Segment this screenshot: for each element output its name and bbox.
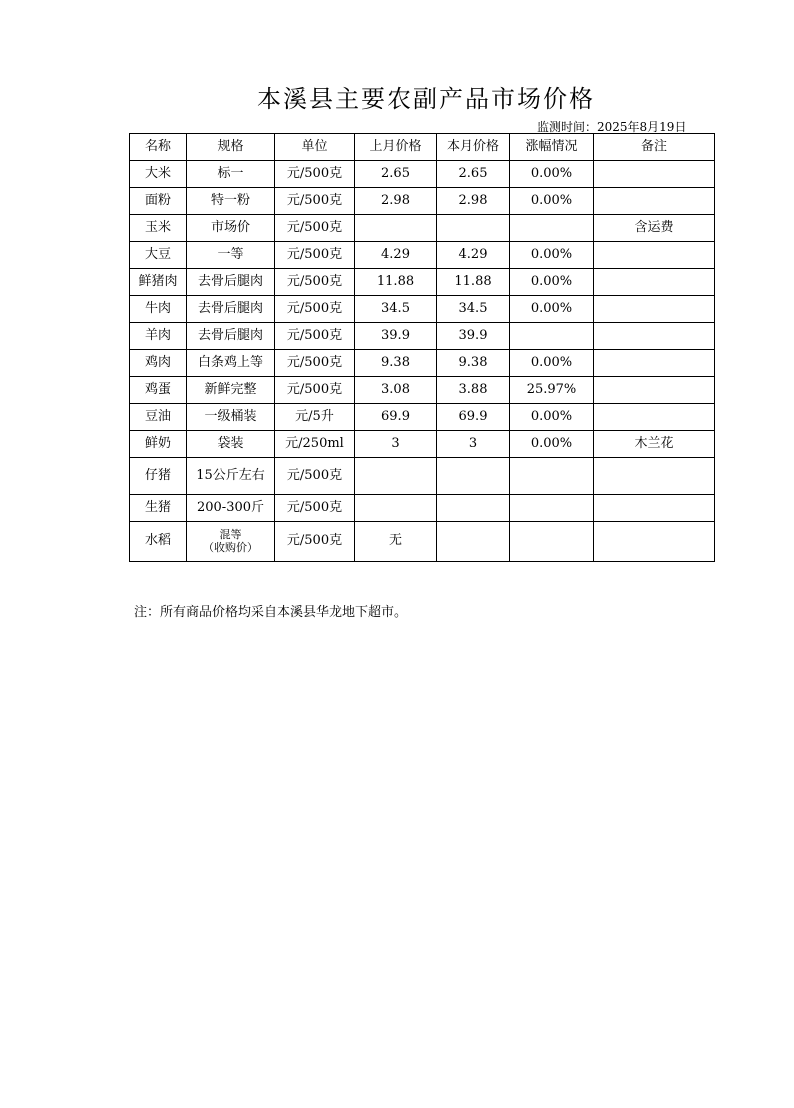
cell-spec: 200-300斤	[187, 495, 275, 522]
table-row	[130, 404, 715, 431]
cell-last-price: 3.08	[355, 377, 437, 404]
cell-unit: 元/500克	[275, 161, 355, 188]
cell-note	[594, 242, 715, 269]
cell-note	[594, 296, 715, 323]
cell-name: 水稻	[130, 522, 187, 562]
cell-note	[594, 404, 715, 431]
header-change: 涨幅情况	[510, 134, 594, 161]
cell-unit: 元/500克	[275, 350, 355, 377]
cell-note	[594, 377, 715, 404]
cell-change	[510, 495, 594, 522]
cell-last-price: 9.38	[355, 350, 437, 377]
cell-last-price: 2.98	[355, 188, 437, 215]
table-row	[130, 323, 715, 350]
header-unit: 单位	[275, 134, 355, 161]
cell-current-price: 4.29	[437, 242, 510, 269]
header-name: 名称	[130, 134, 187, 161]
cell-spec-grade: 混等	[219, 528, 242, 542]
cell-current-price	[437, 495, 510, 522]
cell-spec: 袋装	[187, 431, 275, 458]
cell-current-price: 3	[437, 431, 510, 458]
table-row	[130, 377, 715, 404]
cell-change: 0.00%	[510, 188, 594, 215]
cell-last-price: 69.9	[355, 404, 437, 431]
cell-spec-purchase-note: （收购价）	[203, 540, 258, 554]
cell-unit: 元/500克	[275, 377, 355, 404]
cell-unit: 元/500克	[275, 296, 355, 323]
cell-spec: 特一粉	[187, 188, 275, 215]
cell-change: 0.00%	[510, 350, 594, 377]
cell-current-price: 2.98	[437, 188, 510, 215]
header-spec: 规格	[187, 134, 275, 161]
cell-change: 0.00%	[510, 431, 594, 458]
header-this-month-price: 本月价格	[437, 134, 510, 161]
table-row	[130, 269, 715, 296]
cell-note	[594, 458, 715, 495]
cell-note	[594, 522, 715, 562]
cell-change: 0.00%	[510, 242, 594, 269]
cell-spec: 去骨后腿肉	[187, 269, 275, 296]
cell-current-price: 69.9	[437, 404, 510, 431]
table-row	[130, 161, 715, 188]
cell-name: 鲜奶	[130, 431, 187, 458]
cell-unit: 元/500克	[275, 269, 355, 296]
cell-unit: 元/500克	[275, 495, 355, 522]
table-row	[130, 188, 715, 215]
cell-spec: 15公斤左右	[187, 458, 275, 495]
cell-unit: 元/250ml	[275, 431, 355, 458]
cell-name: 生猪	[130, 495, 187, 522]
price-table	[129, 133, 715, 562]
cell-note: 木兰花	[594, 431, 715, 458]
cell-name: 羊肉	[130, 323, 187, 350]
cell-unit: 元/500克	[275, 188, 355, 215]
cell-change: 0.00%	[510, 296, 594, 323]
cell-change	[510, 458, 594, 495]
page-title: 本溪县主要农副产品市场价格	[257, 85, 595, 113]
cell-change	[510, 522, 594, 562]
cell-change: 0.00%	[510, 404, 594, 431]
cell-unit: 元/500克	[275, 215, 355, 242]
cell-unit: 元/500克	[275, 242, 355, 269]
cell-change: 0.00%	[510, 161, 594, 188]
cell-spec: 标一	[187, 161, 275, 188]
cell-change: 25.97%	[510, 377, 594, 404]
cell-last-price: 3	[355, 431, 437, 458]
cell-current-price	[437, 458, 510, 495]
footnote: 注：所有商品价格均采自本溪县华龙地下超市。	[134, 605, 408, 620]
cell-note	[594, 269, 715, 296]
cell-current-price: 2.65	[437, 161, 510, 188]
cell-spec: 白条鸡上等	[187, 350, 275, 377]
cell-name: 大米	[130, 161, 187, 188]
monitor-date: 监测时间：2025年8月19日	[537, 120, 687, 134]
cell-last-price	[355, 458, 437, 495]
cell-change	[510, 323, 594, 350]
table-row	[130, 495, 715, 522]
cell-name: 鸡肉	[130, 350, 187, 377]
cell-last-price: 39.9	[355, 323, 437, 350]
cell-current-price: 34.5	[437, 296, 510, 323]
header-note: 备注	[594, 134, 715, 161]
cell-spec: 去骨后腿肉	[187, 323, 275, 350]
cell-note: 含运费	[594, 215, 715, 242]
cell-current-price: 3.88	[437, 377, 510, 404]
cell-last-price: 34.5	[355, 296, 437, 323]
cell-spec: 市场价	[187, 215, 275, 242]
cell-note	[594, 161, 715, 188]
cell-name: 豆油	[130, 404, 187, 431]
table-row	[130, 215, 715, 242]
header-last-month-price: 上月价格	[355, 134, 437, 161]
cell-unit: 元/500克	[275, 522, 355, 562]
cell-name: 面粉	[130, 188, 187, 215]
cell-spec: 去骨后腿肉	[187, 296, 275, 323]
cell-name: 大豆	[130, 242, 187, 269]
cell-note	[594, 188, 715, 215]
cell-name: 鲜猪肉	[130, 269, 187, 296]
cell-last-price: 2.65	[355, 161, 437, 188]
cell-last-price: 11.88	[355, 269, 437, 296]
cell-note	[594, 350, 715, 377]
table-row	[130, 296, 715, 323]
table-row	[130, 242, 715, 269]
cell-current-price: 39.9	[437, 323, 510, 350]
cell-name: 仔猪	[130, 458, 187, 495]
table-row	[130, 522, 715, 562]
cell-spec: 一级桶装	[187, 404, 275, 431]
cell-unit: 元/500克	[275, 323, 355, 350]
cell-current-price: 9.38	[437, 350, 510, 377]
cell-spec	[187, 522, 275, 562]
cell-current-price	[437, 215, 510, 242]
cell-name: 玉米	[130, 215, 187, 242]
cell-change	[510, 215, 594, 242]
cell-last-price: 无	[355, 522, 437, 562]
cell-unit: 元/5升	[275, 404, 355, 431]
table-row	[130, 350, 715, 377]
cell-last-price: 4.29	[355, 242, 437, 269]
cell-spec: 一等	[187, 242, 275, 269]
cell-note	[594, 323, 715, 350]
cell-spec: 新鲜完整	[187, 377, 275, 404]
cell-note	[594, 495, 715, 522]
cell-current-price: 11.88	[437, 269, 510, 296]
cell-name: 鸡蛋	[130, 377, 187, 404]
table-row	[130, 431, 715, 458]
cell-last-price	[355, 495, 437, 522]
table-row	[130, 458, 715, 495]
cell-change: 0.00%	[510, 269, 594, 296]
cell-current-price	[437, 522, 510, 562]
cell-last-price	[355, 215, 437, 242]
cell-name: 牛肉	[130, 296, 187, 323]
cell-unit: 元/500克	[275, 458, 355, 495]
table-header-row	[130, 134, 715, 161]
